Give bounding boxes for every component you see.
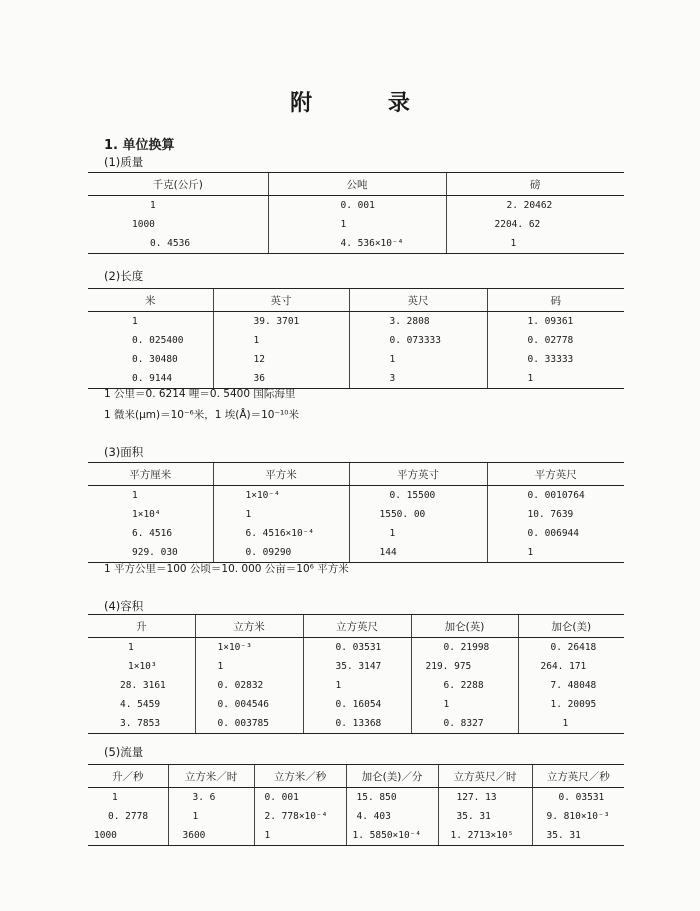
table-cell: 1 — [268, 215, 446, 234]
table-cell: 0. 9144 — [88, 369, 213, 389]
length-note-1: 1 公里＝0. 6214 哩＝0. 5400 国际海里 — [104, 388, 296, 400]
table-cell: 1 — [411, 695, 518, 714]
table-cell: 1550. 00 — [349, 505, 487, 524]
length-note-2: 1 微米(μm)＝10⁻⁶米，1 埃(Å)＝10⁻¹⁰米 — [104, 409, 299, 421]
table-header: 平方米 — [213, 463, 349, 486]
table-cell: 1 — [168, 807, 254, 826]
table-cell: 6. 4516 — [132, 528, 173, 539]
table-cell: 2. 20462 — [446, 196, 624, 216]
volume-heading: (4)容积 — [104, 599, 144, 613]
table-row — [88, 350, 624, 369]
table-header: 平方厘米 — [88, 463, 213, 486]
table-header: 加仑(美)／分 — [346, 765, 438, 788]
table-row — [88, 312, 624, 332]
table-cell: 9. 810×10⁻³ — [532, 807, 624, 826]
section-heading: 1. 单位换算 — [104, 138, 175, 153]
table-header: 码 — [487, 289, 624, 312]
table-row — [88, 695, 624, 714]
table-cell: 0. 13368 — [303, 714, 411, 734]
table-cell: 0. 073333 — [349, 331, 487, 350]
table-cell: 35. 3147 — [303, 657, 411, 676]
table-cell: 2204. 62 — [446, 215, 624, 234]
table-header: 平方英寸 — [349, 463, 487, 486]
table-cell: 1000 — [132, 219, 155, 230]
table-cell: 0. 03531 — [532, 788, 624, 808]
table-header: 升 — [88, 615, 195, 638]
table-cell: 0. 30480 — [132, 354, 178, 365]
table-header: 磅 — [446, 173, 624, 196]
table-cell: 1. 2713×10⁵ — [438, 826, 532, 846]
table-cell: 0. 0010764 — [487, 486, 624, 506]
flow-heading: (5)流量 — [104, 745, 144, 759]
table-row — [88, 714, 624, 734]
table-cell: 0. 4536 — [88, 234, 268, 254]
table-cell: 1 — [349, 524, 487, 543]
volume-table — [88, 614, 624, 734]
table-cell: 144 — [349, 543, 487, 563]
table-header: 立方米／秒 — [254, 765, 346, 788]
table-cell: 1 — [132, 316, 138, 327]
table-row — [88, 486, 624, 506]
table-cell: 0. 004546 — [195, 695, 303, 714]
table-cell: 1. 5850×10⁻⁴ — [346, 826, 438, 846]
table-cell: 1 — [150, 200, 156, 211]
table-cell: 3. 6 — [168, 788, 254, 808]
table-row — [88, 807, 624, 826]
table-cell: 3. 2808 — [349, 312, 487, 332]
table-cell: 0. 16054 — [303, 695, 411, 714]
table-row — [88, 505, 624, 524]
table-header: 立方英尺／时 — [438, 765, 532, 788]
table-row — [88, 788, 624, 808]
table-cell: 1 — [254, 826, 346, 846]
table-header: 升／秒 — [88, 765, 168, 788]
table-cell: 0. 025400 — [132, 335, 184, 346]
table-cell: 1. 09361 — [487, 312, 624, 332]
table-cell: 219. 975 — [411, 657, 518, 676]
table-header: 加仑(英) — [411, 615, 518, 638]
table-cell: 36 — [213, 369, 349, 389]
table-cell: 1×10³ — [128, 661, 157, 672]
table-cell: 3. 7853 — [88, 714, 195, 734]
table-cell: 12 — [213, 350, 349, 369]
table-cell: 0. 26418 — [518, 638, 624, 658]
table-cell: 0. 006944 — [487, 524, 624, 543]
table-header: 英尺 — [349, 289, 487, 312]
table-cell: 0. 8327 — [411, 714, 518, 734]
table-row — [88, 657, 624, 676]
table-header: 英寸 — [213, 289, 349, 312]
table-row — [88, 638, 624, 658]
table-cell: 1×10⁴ — [132, 509, 161, 520]
table-row — [88, 543, 624, 563]
table-cell: 1. 20095 — [518, 695, 624, 714]
table-cell: 0. 001 — [268, 196, 446, 216]
table-cell: 1 — [128, 642, 134, 653]
table-cell: 4. 403 — [346, 807, 438, 826]
table-cell: 0. 03531 — [303, 638, 411, 658]
area-note: 1 平方公里＝100 公顷＝10. 000 公亩＝10⁶ 平方米 — [104, 563, 349, 575]
table-cell: 1 — [349, 350, 487, 369]
table-cell: 0. 15500 — [349, 486, 487, 506]
table-header: 千克(公斤) — [88, 173, 268, 196]
flow-table — [88, 764, 624, 846]
table-row — [88, 196, 624, 216]
table-cell: 6. 4516×10⁻⁴ — [213, 524, 349, 543]
table-cell: 1 — [132, 490, 138, 501]
table-cell: 7. 48048 — [518, 676, 624, 695]
table-cell: 1 — [195, 657, 303, 676]
table-cell: 35. 31 — [438, 807, 532, 826]
page-title: 附 录 — [290, 91, 444, 116]
table-cell: 0. 02832 — [195, 676, 303, 695]
table-cell: 2. 778×10⁻⁴ — [254, 807, 346, 826]
table-header: 立方米 — [195, 615, 303, 638]
table-cell: 1 — [518, 714, 624, 734]
table-row — [88, 676, 624, 695]
table-header: 公吨 — [268, 173, 446, 196]
table-row — [88, 215, 624, 234]
length-heading: (2)长度 — [104, 269, 144, 283]
table-row — [88, 826, 624, 846]
table-cell: 0. 2778 — [108, 811, 149, 822]
table-cell: 1 — [112, 792, 118, 803]
table-cell: 1×10⁻³ — [195, 638, 303, 658]
table-cell: 6. 2288 — [411, 676, 518, 695]
mass-heading: (1)质量 — [104, 155, 144, 169]
table-cell: 0. 003785 — [195, 714, 303, 734]
table-header: 平方英尺 — [487, 463, 624, 486]
table-cell: 1000 — [88, 826, 168, 846]
table-header: 立方英尺 — [303, 615, 411, 638]
table-header: 加仑(美) — [518, 615, 624, 638]
table-cell: 15. 850 — [346, 788, 438, 808]
table-cell: 3 — [349, 369, 487, 389]
table-header: 立方米／时 — [168, 765, 254, 788]
table-cell: 10. 7639 — [487, 505, 624, 524]
table-header: 立方英尺／秒 — [532, 765, 624, 788]
table-cell: 1 — [446, 234, 624, 254]
area-heading: (3)面积 — [104, 445, 144, 459]
table-cell: 39. 3701 — [213, 312, 349, 332]
table-cell: 4. 5459 — [120, 699, 161, 710]
table-cell: 0. 09290 — [213, 543, 349, 563]
table-cell: 127. 13 — [438, 788, 532, 808]
table-row — [88, 331, 624, 350]
table-cell: 3600 — [168, 826, 254, 846]
table-cell: 35. 31 — [532, 826, 624, 846]
table-cell: 0. 001 — [254, 788, 346, 808]
table-cell: 4. 536×10⁻⁴ — [268, 234, 446, 254]
table-cell: 1 — [213, 331, 349, 350]
table-cell: 28. 3161 — [120, 680, 166, 691]
table-header: 米 — [88, 289, 213, 312]
table-cell: 0. 02778 — [487, 331, 624, 350]
table-cell: 0. 33333 — [487, 350, 624, 369]
mass-table — [88, 172, 624, 254]
table-cell: 264. 171 — [518, 657, 624, 676]
table-cell: 1 — [487, 369, 624, 389]
table-cell: 0. 21998 — [411, 638, 518, 658]
table-cell: 1 — [487, 543, 624, 563]
area-table — [88, 462, 624, 563]
table-cell: 929. 030 — [88, 543, 213, 563]
table-row — [88, 524, 624, 543]
length-table — [88, 288, 624, 389]
table-cell: 1 — [303, 676, 411, 695]
table-cell: 1×10⁻⁴ — [213, 486, 349, 506]
table-row — [88, 234, 624, 254]
table-cell: 1 — [213, 505, 349, 524]
